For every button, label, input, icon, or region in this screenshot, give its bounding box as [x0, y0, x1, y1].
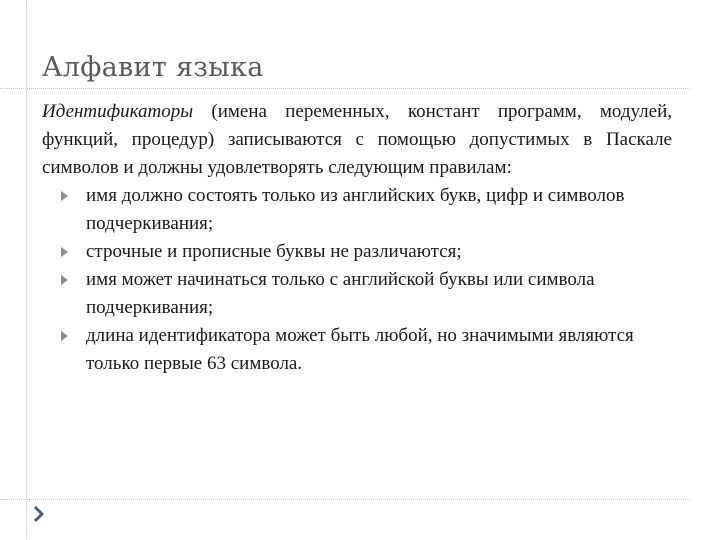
list-item — [42, 266, 672, 322]
intro-term: Идентификаторы — [42, 101, 194, 122]
triangle-right-icon — [61, 275, 68, 285]
intro-text: (имена переменных, констант программ, модулей, функций, процедур) записываются с помощью допустимых в Паскале символов и должны удовлетворять следующим правилам: — [42, 101, 672, 178]
slide-body — [42, 98, 672, 378]
list-item-text: длина идентификатора может быть любой, но значимыми являются только первые 63 символа. — [86, 325, 634, 374]
list-item-text: имя может начинаться только с английской буквы или символа подчеркивания; — [86, 269, 595, 318]
list-item-text: строчные и прописные буквы не различаются; — [86, 241, 462, 262]
title-divider — [0, 88, 690, 89]
triangle-right-icon — [61, 331, 68, 341]
list-item — [42, 322, 672, 378]
rules-list — [42, 182, 672, 378]
slide-title: Алфавит языка — [42, 52, 264, 83]
chevron-right-icon[interactable] — [30, 505, 48, 523]
intro-paragraph — [42, 98, 672, 182]
list-item — [42, 182, 672, 238]
triangle-right-icon — [61, 247, 68, 257]
footer-divider — [0, 499, 690, 500]
list-item-text: имя должно состоять только из английских букв, цифр и символов подчеркивания; — [86, 185, 625, 234]
triangle-right-icon — [61, 191, 68, 201]
list-item — [42, 238, 672, 266]
left-dotted-rule — [26, 0, 27, 540]
